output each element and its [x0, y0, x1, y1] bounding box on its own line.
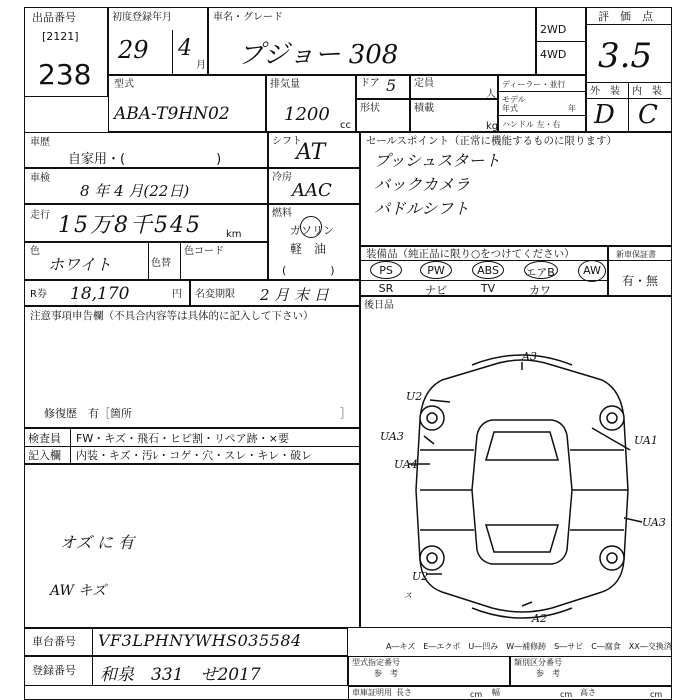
warranty-value: 有・無 [622, 274, 659, 288]
chassis-label: 車台番号 [32, 635, 76, 648]
rear-day-label: 後日品 [364, 300, 394, 311]
repair-label: 修復歴 有［箇所 [44, 407, 132, 420]
inspector-items: FW・キズ・飛石・ヒビ割・リペア跡・×要 [76, 432, 289, 445]
load-label: 積載 [414, 103, 434, 114]
diagram-mark-a2-bottom: A2 [532, 612, 547, 625]
recycle-label: R券 [30, 289, 47, 300]
sales-point-1: プッシュスタート [374, 151, 501, 170]
cert-label: 車庫証明用 [352, 688, 392, 697]
diagram-mark-ua4-left: UA4 [394, 458, 418, 471]
door-value: 5 [386, 76, 397, 95]
equip-ps-circle [370, 261, 402, 279]
equip-abs-circle [472, 261, 504, 279]
equip-leather: カワ [529, 284, 551, 297]
diagram-mark-u2-bottom: U2 [412, 570, 429, 583]
inspector-divider [24, 446, 360, 447]
width-label: 幅 [492, 688, 500, 697]
fuel-gas: ガソリン [290, 224, 334, 237]
exterior-value: D [594, 100, 615, 130]
sales-point-3: パドルシフト [374, 199, 470, 218]
inspection-label: 車検 [30, 173, 50, 184]
handwritten-note-2: AW キズ [50, 583, 107, 599]
grade-divider [586, 24, 672, 25]
reg-label: 登録番号 [32, 664, 76, 677]
pref-ref-label: 参 考 [374, 669, 398, 678]
equip-ps: PS [379, 264, 393, 277]
inspector-label: 検査員 [28, 432, 61, 445]
displacement-label: 排気量 [270, 79, 300, 90]
repair-end: ］ [340, 407, 351, 420]
first-reg-month: 4 [178, 36, 192, 61]
reg-divider [172, 30, 173, 75]
length-unit: cm [470, 690, 483, 699]
entry-items: 内装・キズ・汚ﾚ・コゲ・穴・スレ・キレ・破レ [76, 449, 313, 462]
model-year-label: モデル年式 [502, 95, 526, 113]
equip-pw: PW [427, 264, 445, 277]
color-label: 色 [30, 246, 40, 257]
dealer-divider-2 [498, 115, 586, 116]
equip-tv: TV [480, 282, 496, 295]
interior-value: C [638, 100, 658, 130]
diagram-mark-u2-top: U2 [406, 390, 423, 403]
reg-value: 和泉 331 せ2017 [100, 665, 261, 685]
diagram-mark-ua3-left: UA3 [380, 430, 404, 443]
color-code-label: 色コード [184, 246, 224, 257]
equip-navi: ナビ [425, 284, 447, 297]
car-damage-diagram [372, 340, 672, 630]
dealer-label: ディーラー・並行 [502, 80, 566, 89]
entry-label: 記入欄 [28, 449, 61, 462]
handwritten-note-1: オズ に 有 [60, 533, 135, 552]
shift-label: シフト [272, 136, 302, 147]
capacity-label: 定員 [414, 78, 434, 89]
grade-divider-3 [586, 98, 672, 99]
expiry-value: 2 月 末 日 [260, 286, 329, 304]
equipment-divider-2 [360, 280, 608, 281]
equipment-label: 装備品（純正品に限り○をつけてください） [366, 248, 575, 260]
class-ref-label: 参 考 [536, 669, 560, 678]
type-label: 型式 [114, 79, 134, 90]
grade-split [628, 82, 629, 132]
equip-aw: AW [583, 264, 601, 277]
door-label: ドア [360, 78, 380, 89]
ac-label: 冷房 [272, 172, 292, 183]
kg-unit: kg [486, 121, 499, 132]
color-divider [148, 242, 149, 280]
sales-points-label: セールスポイント（正常に機能するものに限ります） [366, 135, 618, 147]
model-name-label: 車名・グレード [213, 12, 283, 23]
model-name: プジョー 308 [238, 40, 399, 70]
fuel-gas-circle [300, 216, 322, 238]
notes-label: 注意事項申告欄（不具合内容等は具体的に記入して下さい） [30, 310, 314, 322]
height-label: 高さ [580, 688, 596, 697]
shift-value: AT [296, 140, 326, 165]
diagram-mark-ua3-right: UA3 [642, 516, 666, 529]
lot-label: 出品番号 [32, 11, 76, 24]
sales-point-2: バックカメラ [374, 175, 471, 194]
equip-pw-circle [420, 261, 452, 279]
fuel-blank: ( ) [282, 264, 335, 277]
equip-aw-circle [578, 260, 606, 282]
lot-number: 238 [38, 58, 92, 91]
color-divider-2 [180, 242, 181, 280]
warranty-divider [608, 260, 672, 261]
handle-label: ハンドル 左・右 [502, 120, 561, 129]
class-label: 類別区分番号 [514, 658, 562, 667]
type-value: ABA-T9HN02 [114, 104, 230, 124]
color-change-label: 色替 [151, 258, 171, 269]
first-reg-year: 29 [118, 36, 149, 64]
km-unit: km [226, 229, 242, 240]
mileage-value: 15万8千545 [58, 213, 202, 238]
exterior-label: 外 装 [590, 86, 620, 97]
equip-abs: ABS [477, 264, 499, 277]
diagram-mark-a3-top: A3 [522, 350, 537, 363]
equip-sr: SR [378, 282, 394, 295]
damage-legend: A―キズ E―エクボ U―凹み W―補修跡 S―サビ C―腐食 XX―交換済 [386, 642, 672, 651]
drive-4wd: 4WD [540, 48, 567, 61]
person-unit: 人 [486, 89, 496, 100]
expiry-label: 名変期限 [195, 289, 235, 300]
equip-airbag-circle [524, 261, 558, 279]
history-label: 車歴 [30, 137, 50, 148]
grade-value: 3.5 [598, 36, 653, 76]
chassis-value: VF3LPHNYWHS035584 [98, 631, 302, 650]
year-unit: 年 [568, 104, 576, 113]
grade-label: 評 価 点 [598, 10, 653, 23]
first-reg-label: 初度登録年月 [112, 12, 172, 23]
cc-unit: cc [340, 120, 351, 131]
yen-unit: 円 [172, 289, 182, 300]
dealer-divider [498, 91, 586, 92]
grade-divider-2 [586, 82, 672, 83]
month-unit: 月 [196, 60, 206, 71]
chassis-split [92, 628, 93, 656]
color-value: ホワイト [48, 255, 112, 274]
recycle-value: 18,170 [70, 284, 130, 304]
shape-label: 形状 [360, 103, 380, 114]
mileage-label: 走行 [30, 210, 50, 221]
length-label: 長さ [396, 688, 412, 697]
warranty-label: 新車保証書 [616, 250, 656, 259]
drive-divider [536, 41, 586, 42]
width-unit: cm [560, 690, 573, 699]
fuel-label: 燃料 [272, 208, 292, 219]
diagram-bottom-label: ス [404, 591, 412, 600]
ac-value: AAC [292, 180, 332, 201]
diagram-mark-ua1-right: UA1 [634, 434, 658, 447]
pref-label: 型式指定番号 [352, 658, 400, 667]
drive-2wd: 2WD [540, 23, 567, 36]
lot-sub: [2121] [42, 30, 79, 43]
displacement-value: 1200 [284, 104, 330, 125]
inspection-value: 8 年 4 月(22日) [80, 182, 190, 200]
fuel-diesel: 軽 油 [290, 242, 327, 256]
equip-airbag: エアB [525, 266, 555, 279]
reg-split [92, 656, 93, 686]
height-unit: cm [650, 690, 663, 699]
interior-label: 内 装 [632, 86, 662, 97]
history-value: 自家用・( ) [68, 152, 222, 167]
